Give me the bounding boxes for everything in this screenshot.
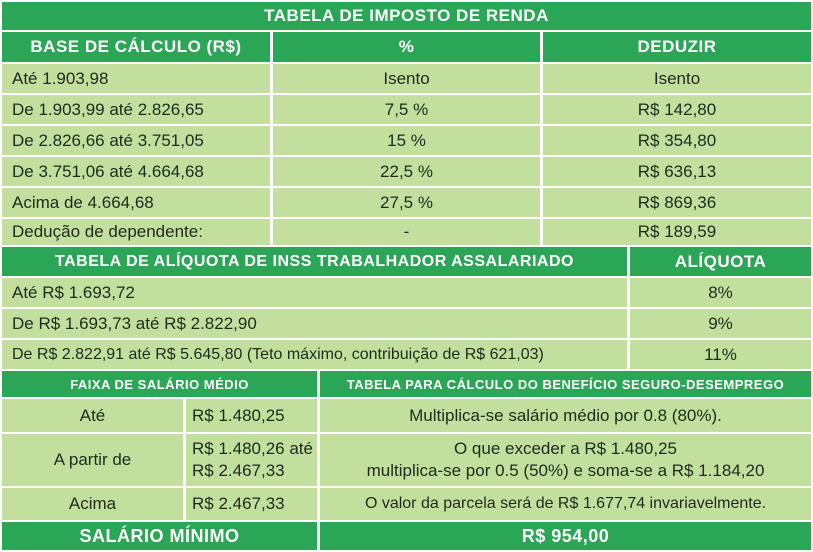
ir-row-3-percent: 22,5 % [273, 157, 540, 186]
ir-row-0-base: Até 1.903,98 [2, 64, 270, 93]
ir-row-3-deduzir: R$ 636,13 [543, 157, 811, 186]
seguro-row-0-label: Até [2, 399, 183, 432]
inss-row-0-range: Até R$ 1.693,72 [2, 278, 627, 307]
ir-row-1-base: De 1.903,99 até 2.826,65 [2, 95, 270, 124]
seguro-row-1-range [186, 434, 317, 486]
inss-row-1-rate: 9% [630, 309, 811, 338]
ir-row-1-deduzir: R$ 142,80 [543, 95, 811, 124]
salario-minimo-label: SALÁRIO MÍNIMO [2, 522, 317, 550]
inss-row-1-range: De R$ 1.693,73 até R$ 2.822,90 [2, 309, 627, 338]
seguro-row-1-calc-line-2: multiplica-se por 0.5 (50%) e soma-se a R$ 1.184,20 [366, 461, 765, 480]
ir-header-deduzir: DEDUZIR [543, 32, 811, 62]
ir-row-2-percent: 15 % [273, 126, 540, 155]
seguro-header-faixa: FAIXA DE SALÁRIO MÉDIO [2, 371, 317, 397]
seguro-row-0-calc: Multiplica-se salário médio por 0.8 (80%). [320, 399, 811, 432]
ir-row-1-percent: 7,5 % [273, 95, 540, 124]
seguro-row-0-range: R$ 1.480,25 [186, 399, 317, 432]
ir-row-5-base: Dedução de dependente: [2, 219, 270, 245]
seguro-row-1-range-line-1: R$ 1.480,26 até [192, 439, 313, 458]
salario-minimo-value: R$ 954,00 [320, 522, 811, 550]
ir-header-base: BASE DE CÁLCULO (R$) [2, 32, 270, 62]
inss-row-2-rate: 11% [630, 340, 811, 369]
inss-row-0-rate: 8% [630, 278, 811, 307]
ir-row-0-percent: Isento [273, 64, 540, 93]
ir-row-4-deduzir: R$ 869,36 [543, 188, 811, 217]
inss-table-title: TABELA DE ALÍQUOTA DE INSS TRABALHADOR ASSALARIADO [2, 247, 627, 276]
ir-row-2-deduzir: R$ 354,80 [543, 126, 811, 155]
ir-row-3-base: De 3.751,06 até 4.664,68 [2, 157, 270, 186]
inss-header-aliquota: ALÍQUOTA [630, 247, 811, 276]
seguro-row-1-label: A partir de [2, 434, 183, 486]
ir-row-5-deduzir: R$ 189,59 [543, 219, 811, 245]
seguro-row-2-calc: O valor da parcela será de R$ 1.677,74 invariavelmente. [320, 488, 811, 520]
seguro-row-1-calc-line-1: O que exceder a R$ 1.480,25 [453, 439, 678, 458]
seguro-row-2-label: Acima [2, 488, 183, 520]
inss-row-2-range: De R$ 2.822,91 até R$ 5.645,80 (Teto máximo, contribuição de R$ 621,03) [2, 340, 627, 369]
ir-row-0-deduzir: Isento [543, 64, 811, 93]
ir-header-percent: % [273, 32, 540, 62]
ir-row-2-base: De 2.826,66 até 3.751,05 [2, 126, 270, 155]
seguro-row-2-range: R$ 2.467,33 [186, 488, 317, 520]
ir-row-5-percent: - [273, 219, 540, 245]
ir-row-4-percent: 27,5 % [273, 188, 540, 217]
seguro-row-1-calc [320, 434, 811, 486]
ir-row-4-base: Acima de 4.664,68 [2, 188, 270, 217]
seguro-row-1-range-line-2: R$ 2.467,33 [192, 461, 285, 480]
ir-table-title: TABELA DE IMPOSTO DE RENDA [2, 2, 811, 30]
seguro-header-calculo: TABELA PARA CÁLCULO DO BENEFÍCIO SEGURO-DESEMPREGO [320, 371, 811, 397]
